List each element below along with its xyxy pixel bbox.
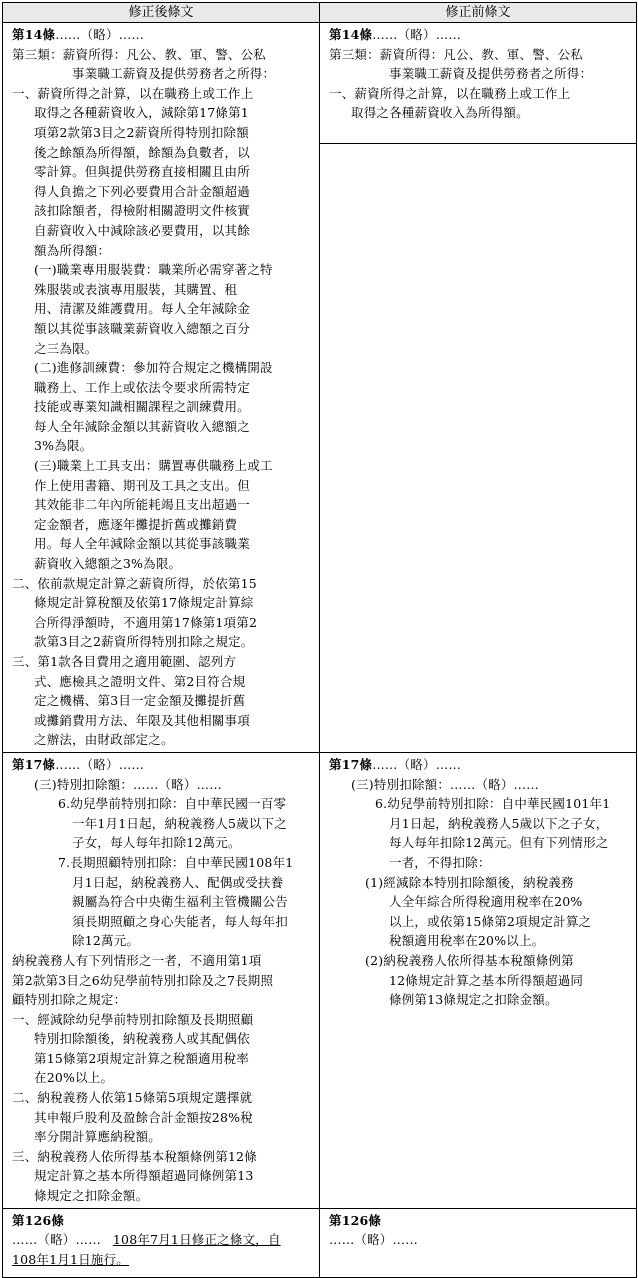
text-line: 項第2款第3目之2薪資所得特別扣除額 — [34, 124, 249, 140]
text-line: 用。每人全年減除金額以其從事該職業 — [34, 536, 250, 552]
text-line: (三)特別扣除額：……（略）…… — [34, 776, 222, 792]
text-line: 在20%以上。 — [34, 1070, 114, 1086]
text-line: 人全年綜合所得稅適用稅率在20% — [389, 894, 583, 910]
text-line: 條規定計算稅額及依第17條規定計算綜 — [34, 595, 254, 611]
text-line: 殊服裝或表演專用服裝，其購置、租 — [34, 281, 238, 297]
text-line: 一、薪資所得之計算，以在職務上或工作上 — [12, 85, 254, 101]
art126-before-cell — [320, 1208, 637, 1277]
text-line: 取得之各種薪資收入為所得額。 — [351, 105, 529, 121]
text-line: 親屬為符合中央衛生福利主管機關公告 — [72, 894, 288, 910]
art126-before-heading: 第126條 — [329, 1212, 382, 1228]
text-line: 該扣除額者，得檢附相關證明文件核實 — [34, 203, 250, 219]
text-line: 二、納稅義務人依第15條第5項規定選擇就 — [12, 1090, 253, 1106]
text-line: (2)納稅義務人依所得基本稅額條例第 — [365, 952, 574, 968]
text-line: 須長期照顧之身心失能者，每人每年扣 — [72, 913, 288, 929]
text-line: 稅額適用稅率在20%以上。 — [389, 933, 545, 949]
text-line: 第15條第2項規定計算之稅額適用稅率 — [34, 1050, 249, 1066]
text-line: 第三類：薪資所得：凡公、教、軍、警、公私 — [12, 46, 267, 62]
text-line: 第三類：薪資所得：凡公、教、軍、警、公私 — [329, 46, 584, 62]
text-line: 三、納稅義務人依所得基本稅額條例第12條 — [12, 1148, 257, 1164]
comparison-table — [2, 2, 637, 1278]
art126-after-heading: 第126條 — [12, 1212, 65, 1228]
amendment-note: 108年1月1日施行。 — [12, 1251, 129, 1267]
text-line: 規定計算之基本所得額超過同條例第13 — [34, 1168, 254, 1184]
text-line: 取得之各種薪資收入，減除第17條第1 — [34, 105, 249, 121]
text-line: 零計算。但與提供勞務直接相關且由所 — [34, 164, 250, 180]
text-line: 或攤銷費用方法、年限及其他相關事項 — [34, 712, 250, 728]
text-line: 納稅義務人有下列情形之一者，不適用第1項 — [12, 952, 262, 968]
text-line: (一)職業專用服裝費：職業所必需穿著之特 — [34, 262, 273, 278]
text-line: 用、清潔及維護費用。每人全年減除金 — [34, 301, 250, 317]
text-line: 額以其從事該職業薪資收入總額之百分 — [34, 320, 250, 336]
text-line: 一者，不得扣除： — [389, 854, 491, 870]
text-line: 其申報戶股利及盈餘合計金額按28%稅 — [34, 1109, 253, 1125]
text-line: ……（略）…… — [329, 1232, 418, 1248]
text-line: 除12萬元。 — [72, 933, 140, 949]
text-line: 以上，或依第15條第2項規定計算之 — [389, 913, 592, 929]
art17-after-cell — [3, 752, 320, 1208]
text-line: (二)進修訓練費：參加符合規定之機構開設 — [34, 360, 273, 376]
art14-after-heading: 第14條……（略）…… — [12, 27, 145, 42]
text-line: 每人全年減除金額以其薪資收入總額之 — [34, 418, 250, 434]
text-line: 子女，每人每年扣除12萬元。 — [72, 835, 241, 851]
text-line: 其效能非二年內所能耗竭且支出超過一 — [34, 497, 250, 513]
text-line: 3%為限。 — [34, 438, 93, 454]
text-line: 率分開計算應納稅額。 — [34, 1129, 162, 1145]
text-line: 技能或專業知識相關課程之訓練費用。 — [34, 399, 250, 415]
text-line: 7.長期照顧特別扣除：自中華民國108年1 — [58, 854, 294, 870]
text-line: 薪資收入總額之3%為限。 — [34, 556, 182, 572]
text-line: 第2款第3目之6幼兒學前特別扣除及之7長期照 — [12, 972, 274, 988]
text-line: 得人負擔之下列必要費用合計金額超過 — [34, 183, 250, 199]
text-line: 條規定之扣除金額。 — [34, 1188, 149, 1204]
text-line: 條例第13條規定之扣除金額。 — [389, 992, 558, 1008]
text-line: 月1日起，納稅義務人、配偶或受扶養 — [72, 874, 284, 890]
text-line: (三)特別扣除額：……（略）…… — [351, 776, 539, 792]
text-line: 合所得淨額時，不適用第17條第1項第2 — [34, 614, 258, 630]
text-line: 6.幼兒學前特別扣除：自中華民國101年1 — [375, 796, 611, 812]
art126-after-cell — [3, 1208, 320, 1277]
text-line: 職務上、工作上或依法令要求所需特定 — [34, 379, 250, 395]
art14-after-cell — [3, 23, 320, 753]
text-line: 每人每年扣除12萬元。但有下列情形之 — [389, 835, 609, 851]
text-line: 式、應檢具之證明文件、第2目符合規 — [34, 673, 246, 689]
art14-before-cell — [320, 23, 637, 144]
text-line: 之辦法，由財政部定之。 — [34, 732, 174, 748]
text-line: (三)職業上工具支出：購置專供職務上或工 — [34, 458, 273, 474]
text-line: 一年1月1日起，納稅義務人5歲以下之 — [72, 815, 287, 831]
text-line: 定金額者，應逐年攤提折舊或攤銷費 — [34, 516, 238, 532]
text-line: 後之餘額為所得額，餘額為負數者，以 — [34, 144, 250, 160]
art17-before-heading: 第17條……（略）…… — [329, 756, 462, 772]
text-line: 自薪資收入中減除該必要費用，以其餘 — [34, 222, 250, 238]
text-line: 事業職工薪資及提供勞務者之所得： — [389, 66, 593, 82]
text-line: 6.幼兒學前特別扣除：自中華民國一百零 — [58, 796, 287, 812]
text-line: 特別扣除額後，納稅義務人或其配偶依 — [34, 1031, 250, 1047]
art17-after-heading: 第17條……（略）…… — [12, 756, 145, 772]
text-line: (1)經減除本特別扣除額後，納稅義務 — [365, 874, 574, 890]
text-line: 一、薪資所得之計算，以在職務上或工作上 — [329, 85, 571, 101]
text-line: 定之機構、第3目一定金額及攤提折舊 — [34, 693, 246, 709]
text-line: 款第3目之2薪資所得特別扣除之規定。 — [34, 634, 254, 650]
art14-before-heading: 第14條……（略）…… — [329, 27, 462, 42]
empty-cell — [320, 143, 637, 752]
text-line: 月1日起，納稅義務人5歲以下之子女， — [389, 815, 609, 831]
amendment-note: 108年7月1日修正之條文，自 — [112, 1232, 281, 1248]
header-before: 修正前條文 — [320, 3, 637, 23]
text-line: 12條規定計算之基本所得額超過同 — [389, 972, 584, 988]
text-line: 之三為限。 — [34, 340, 98, 356]
text-line: 顧特別扣除之規定： — [12, 992, 127, 1008]
text-line: ……（略）…… 108年7月1日修正之條文，自 — [12, 1232, 281, 1248]
art17-before-cell — [320, 752, 637, 1208]
text-line: 二、依前款規定計算之薪資所得，於依第15 — [12, 575, 257, 591]
text-line: 作上使用書籍、期刊及工具之支出。但 — [34, 477, 250, 493]
header-after: 修正後條文 — [3, 3, 320, 23]
text-line: 額為所得額： — [34, 242, 111, 258]
text-line: 事業職工薪資及提供勞務者之所得： — [72, 66, 276, 82]
text-line: 三、第1款各目費用之適用範圍、認列方 — [12, 654, 237, 669]
text-line: 一、經減除幼兒學前特別扣除額及長期照顧 — [12, 1011, 254, 1027]
